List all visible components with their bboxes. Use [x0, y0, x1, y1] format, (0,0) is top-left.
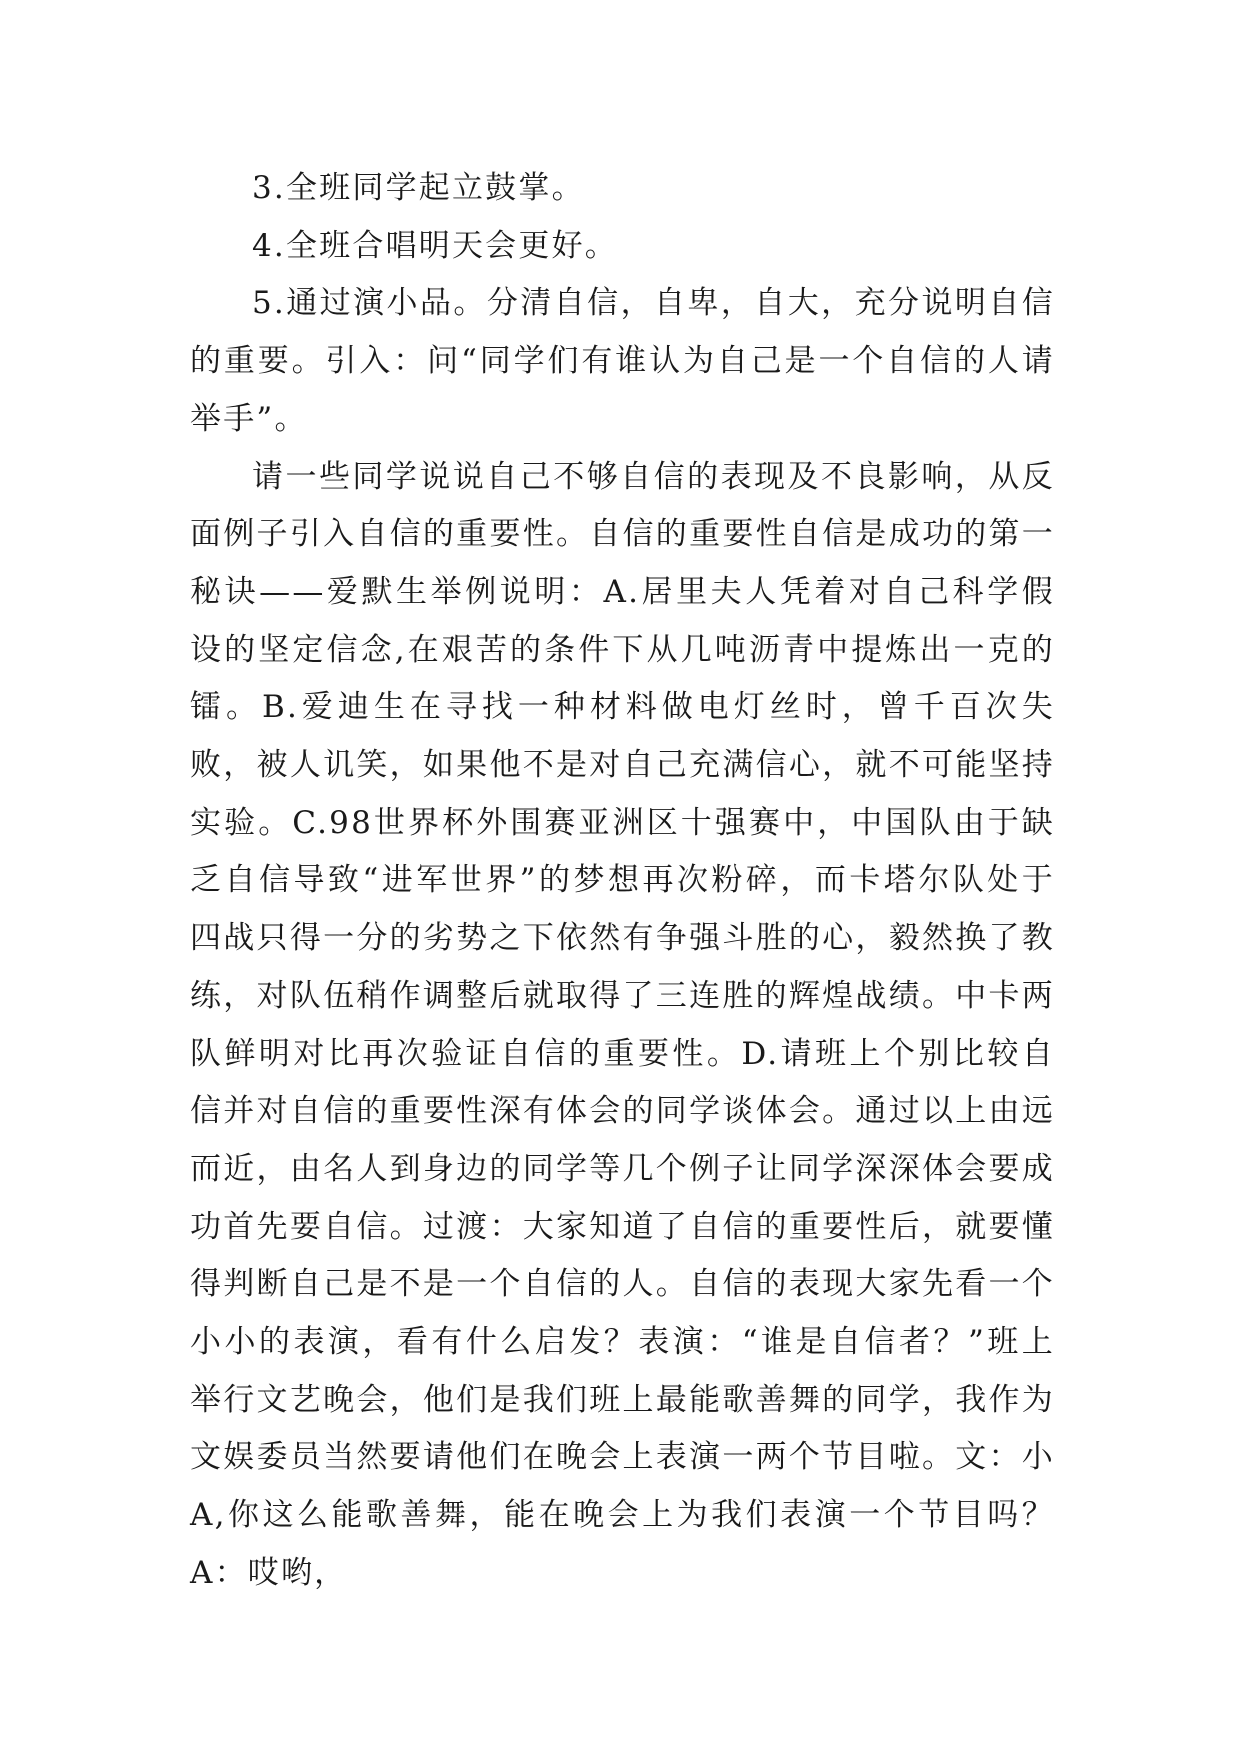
- paragraph-step-3: 3.全班同学起立鼓掌。: [252, 170, 585, 206]
- body-text: [190, 160, 1055, 1603]
- paragraph-step-5: 5.通过演小品。分清自信，自卑，自大，充分说明自信的重要。引入：问“同学们有谁认为自己是一个自信的人请举手”。: [190, 285, 1055, 437]
- paragraph-step-4: 4.全班合唱明天会更好。: [252, 227, 618, 264]
- paragraph-importance-of-confidence: 请一些同学说说自己不够自信的表现及不良影响，从反面例子引入自信的重要性。自信的重要性自信是成功的第一秘诀——爱默生举例说明：A.居里夫人凭着对自己科学假设的坚定信念,在艰苦的条件下从几吨沥青中提炼出一克的镭。B.爱迪生在寻找一种材料做电灯丝时，曾千百次失败，被人讥笑，如果他不是对自己充满信心，就不可能坚持实验。C.98世界杯外围赛亚洲区十强赛中，中国队由于缺乏自信导致“进军世界”的梦想再次粉碎，而卡塔尔队处于四战只得一分的劣势之下依然有争强斗胜的心，毅然换了教练，对队伍稍作调整后就取得了三连胜的辉煌战绩。中卡两队鲜明对比再次验证自信的重要性。D.请班上个别比较自信并对自信的重要性深有体会的同学谈体会。通过以上由远而近，由名人到身边的同学等几个例子让同学深深体会要成功首先要自信。过渡：大家知道了自信的重要性后，就要懂得判断自己是不是一个自信的人。自信的表现大家先看一个小小的表演，看有什么启发？表演：“谁是自信者？”班上举行文艺晚会，他们是我们班上最能歌善舞的同学，我作为文娱委员当然要请他们在晚会上表演一两个节目啦。文：小A,你这么能歌善舞，能在晚会上为我们表演一个节目吗？A：哎哟，: [190, 458, 1055, 1591]
